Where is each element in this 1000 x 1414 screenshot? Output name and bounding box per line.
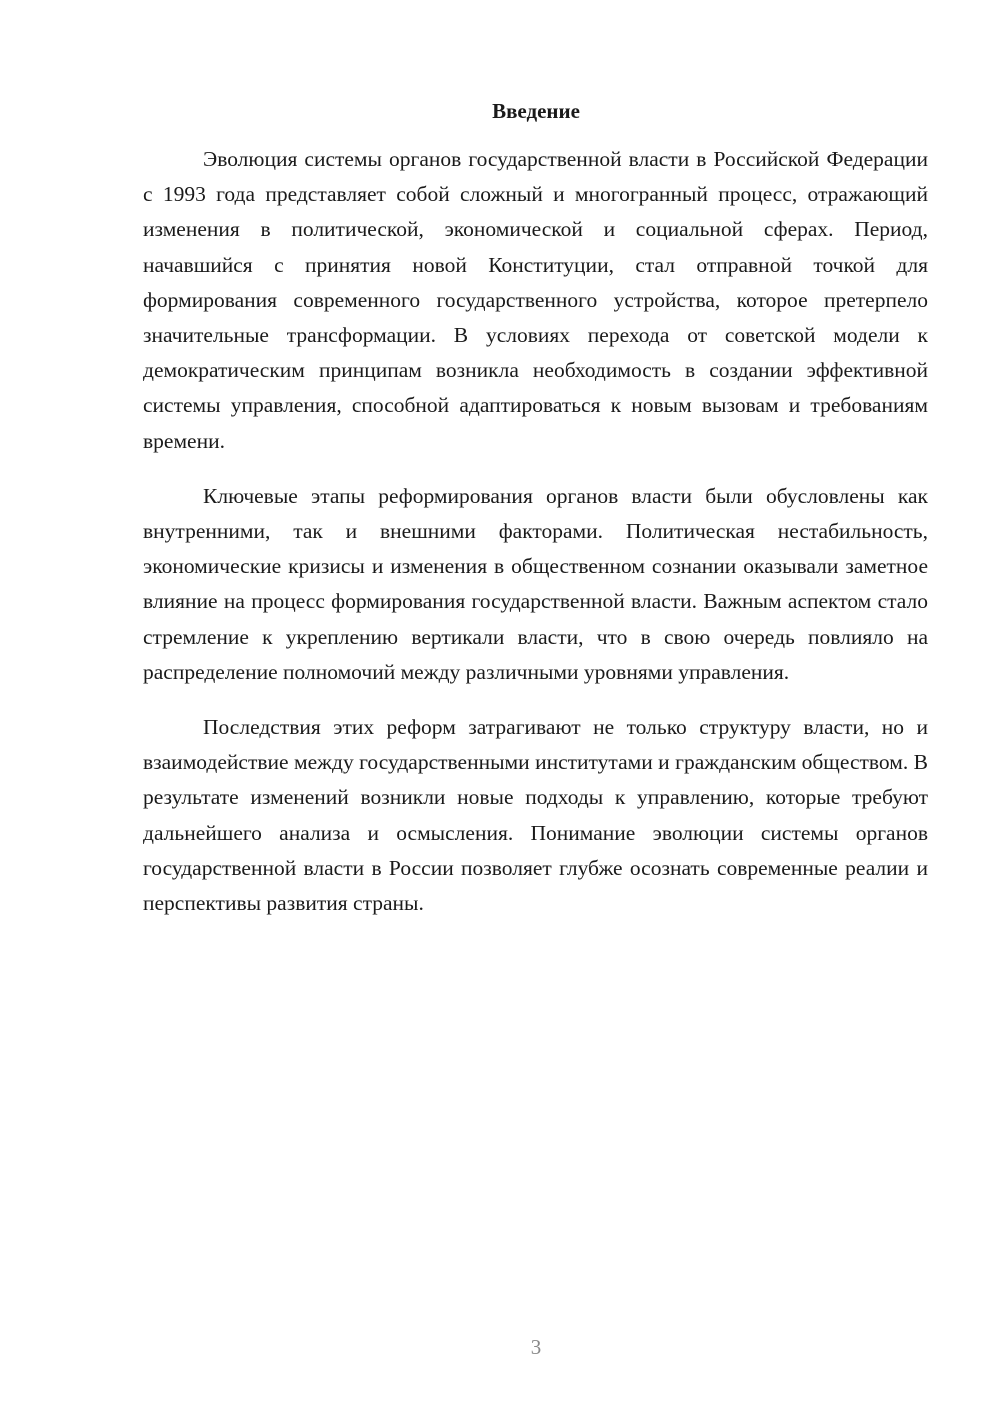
page-number: 3 [530,1335,542,1359]
paragraph-2: Ключевые этапы реформирования органов власти были обусловлены как внутренними, так и внешними факторами. Политическая нестабильность, экономические кризисы и изменения в общественном сознании оказывали заметное влияние на процесс формирования государственной власти. Важным аспектом стало стремление к укреплению вертикали власти, что в свою очередь повлияло на распределение полномочий между различными уровнями управления. [143,483,928,684]
body-text [143,142,928,941]
paragraph-1: Эволюция системы органов государственной власти в Российской Федерации с 1993 года представляет собой сложный и многогранный процесс, отражающий изменения в политической, экономической и социальной сферах. Период, начавшийся с принятия новой Конституции, стал отправной точкой для формирования современного государственного устройства, которое претерпело значительные трансформации. В условиях перехода от советской модели к демократическим принципам возникла необходимость в создании эффективной системы управления, способной адаптироваться к новым вызовам и требованиям времени. [143,147,928,453]
paragraph-3: Последствия этих реформ затрагивают не только структуру власти, но и взаимодействие между государственными институтами и гражданским обществом. В результате изменений возникли новые подходы к управлению, которые требуют дальнейшего анализа и осмысления. Понимание эволюции системы органов государственной власти в России позволяет глубже осознать современные реалии и перспективы развития страны. [143,715,928,916]
section-heading: Введение [492,99,580,123]
